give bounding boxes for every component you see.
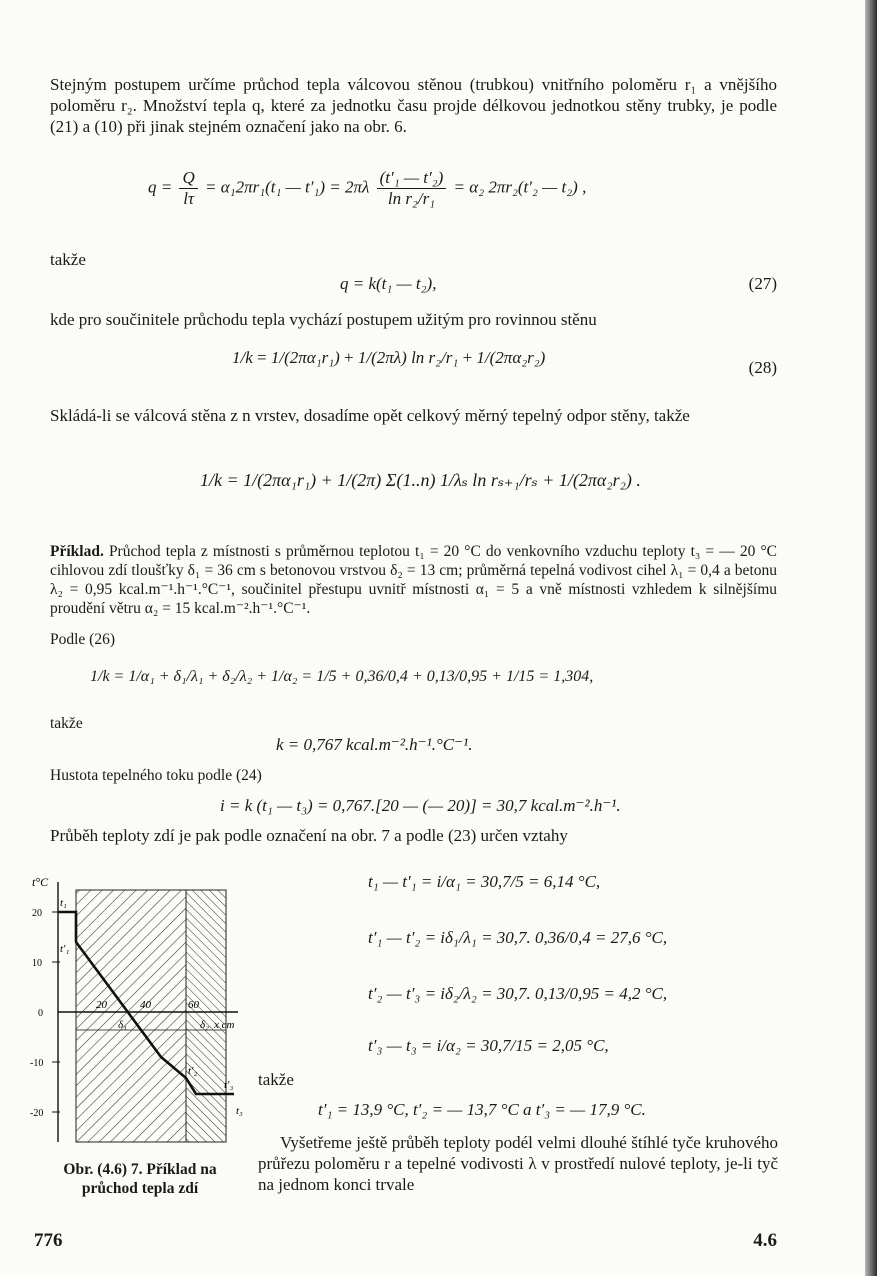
final-values-text: t′₁ = 13,9 °C, t′₂ = — 13,7 °C a t′₃ = — 17,9 °C. [318,1100,646,1119]
eq-q-right: = α₂ 2πr₂(t′₂ — t₂) , [453,177,587,197]
eq-q-frac2 [377,168,447,209]
equation-28-number: (28) [748,358,777,377]
equation-n-layers [200,470,641,491]
relation-3 [368,984,667,1003]
kde-line: kde pro součinitele průchodu tepla vychází postupem užitým pro rovinnou stěnu [50,310,597,329]
eq28-lhs: 1/k [232,348,253,367]
equation-28: 1/k = 1/(2πα₁r₁) + 1/(2πλ) ln r₂/r₁ + 1/(2πα₂r₂) [232,348,546,367]
eq-q-frac-den: lτ [183,189,195,208]
eq28-term2: 1/(2πλ) ln r₂/r₁ [357,348,459,367]
takze-1: takže [50,250,86,269]
figure-caption: Obr. (4.6) 7. Příklad na průchod tepla zdí [63,1161,217,1197]
xtick-40: 40 [140,999,151,1011]
takze-2: takže [50,715,83,732]
eq-q-frac [179,168,197,209]
ytick-0: 0 [38,1008,43,1019]
label-t2p: t′₂ [188,1065,198,1077]
priklad-text: Průchod tepla z místnosti s průměrnou teplotou t₁ = 20 °C do venkovního vzduchu teploty t₃ = — 20 °C cihlovou zdí tloušťky δ₁ = 36 cm s betonovou vrstvou δ₂ = 13 cm; průměrná tepelná vodivost cihel λ₁ = 0,4 a betonu λ₂ = 0,95 kcal.m⁻¹.h⁻¹.°C⁻¹, součinitel přestupu uvnitř místnosti α₁ = 5 a vně místnosti vzhledem k silnějšímu proudění větru α₂ = 15 kcal.m⁻².h⁻¹.°C⁻¹. [50,543,777,617]
equation-i-text: i = k (t₁ — t₃) = 0,767.[20 — (— 20)] = 30,7 kcal.m⁻².h⁻¹. [220,796,621,815]
equation-k-calc-text: 1/k = 1/α₁ + δ₁/λ₁ + δ₂/λ₂ + 1/α₂ = 1/5 + 0,36/0,4 + 0,13/0,95 + 1/15 = 1,304, [90,668,594,685]
priklad-label: Příklad. [50,543,104,560]
fig-xlabel: x cm [214,1019,235,1031]
equation-27-text: q = k(t₁ — t₂), [340,274,437,293]
eq-q-left: q = [148,177,177,197]
concrete-layer [186,890,226,1142]
label-t3: t₃ [236,1105,243,1117]
relation-1 [368,872,600,891]
prubeh-line: Průběh teploty zdí je pak podle označení na obr. 7 a podle (23) určen vztahy [50,826,568,845]
equation-27 [340,274,436,294]
eq-q-frac2-num: (t′₁ — t′₂) [377,168,447,189]
equation-k-calc [90,668,593,686]
ytick-20: 20 [32,908,42,919]
label-t3p: t′₃ [224,1079,234,1091]
xtick-60: 60 [188,999,199,1011]
label-delta1: δ₁ [118,1019,127,1031]
eq28-term3: 1/(2πα₂r₂) [476,348,546,367]
equation-k-value-text: k = 0,767 kcal.m⁻².h⁻¹.°C⁻¹. [276,735,473,754]
priklad-paragraph [50,542,777,618]
final-values [318,1100,646,1119]
ytick-m10: -10 [30,1058,44,1069]
relation-4-text: t′₃ — t₃ = i/α₂ = 30,7/15 = 2,05 °C, [368,1036,609,1055]
relation-2-text: t′₁ — t′₂ = iδ₁/λ₁ = 30,7. 0,36/0,4 = 27,6 °C, [368,928,668,947]
eq-q-frac-num: Q [179,168,197,189]
relation-2 [368,928,667,947]
ytick-m20: -20 [30,1108,44,1119]
label-delta2: δ₂ [200,1019,209,1031]
relation-1-text: t₁ — t′₁ = i/α₁ = 30,7/5 = 6,14 °C, [368,872,601,891]
takze-3: takže [258,1070,294,1089]
relation-4 [368,1036,609,1055]
relation-3-text: t′₂ — t′₃ = iδ₂/λ₂ = 30,7. 0,13/0,95 = 4,2 °C, [368,984,668,1003]
fig-ylabel: t°C [32,875,49,889]
page-number-left: 776 [34,1230,63,1251]
skladali-paragraph: Skládá-li se válcová stěna z n vrstev, dosadíme opět celkový měrný tepelný odpor stěny, takže [50,406,690,425]
page-number-right: 4.6 [753,1230,777,1251]
eq28-term1: 1/(2πα₁r₁) [270,348,340,367]
figure-wall-temperature [28,862,258,1152]
equation-27-number: (27) [748,274,777,293]
label-t1p: t′₁ [60,943,70,955]
label-t1: t₁ [60,897,67,909]
ytick-10: 10 [32,958,42,969]
equation-n-text: 1/k = 1/(2πα₁r₁) + 1/(2π) Σ(1..n) 1/λₛ ln rₛ₊₁/rₛ + 1/(2πα₂r₂) . [200,470,641,490]
page-edge-shadow [865,0,877,1276]
hustota-line: Hustota tepelného toku podle (24) [50,767,262,784]
eq-q-mid: = α₁2πr₁(t₁ — t′₁) = 2πλ [205,177,370,197]
eq-q-frac2-den: ln r₂/r₁ [387,189,436,208]
xtick-20: 20 [96,999,107,1011]
intro-paragraph: Stejným postupem určíme průchod tepla válcovou stěnou (trubkou) vnitřního poloměru r₁ a vnějšího poloměru r₂. Množství tepla q, které za jednotku času projde délkovou jednotkou stěny trubky, je podle (21) a (10) při jinak stejném označení jako na obr. 6. [50,75,777,136]
vysetreme-paragraph: Vyšetřeme ještě průběh teploty podél velmi dlouhé štíhlé tyče kruhového průřezu poloměru r a tepelné vodivosti λ v prostředí nulové teploty, je-li tyč na jednom konci trvale [258,1133,778,1194]
equation-k-value [276,735,472,754]
equation-i [220,796,621,815]
equation-q [148,168,586,209]
podle-26: Podle (26) [50,631,116,648]
